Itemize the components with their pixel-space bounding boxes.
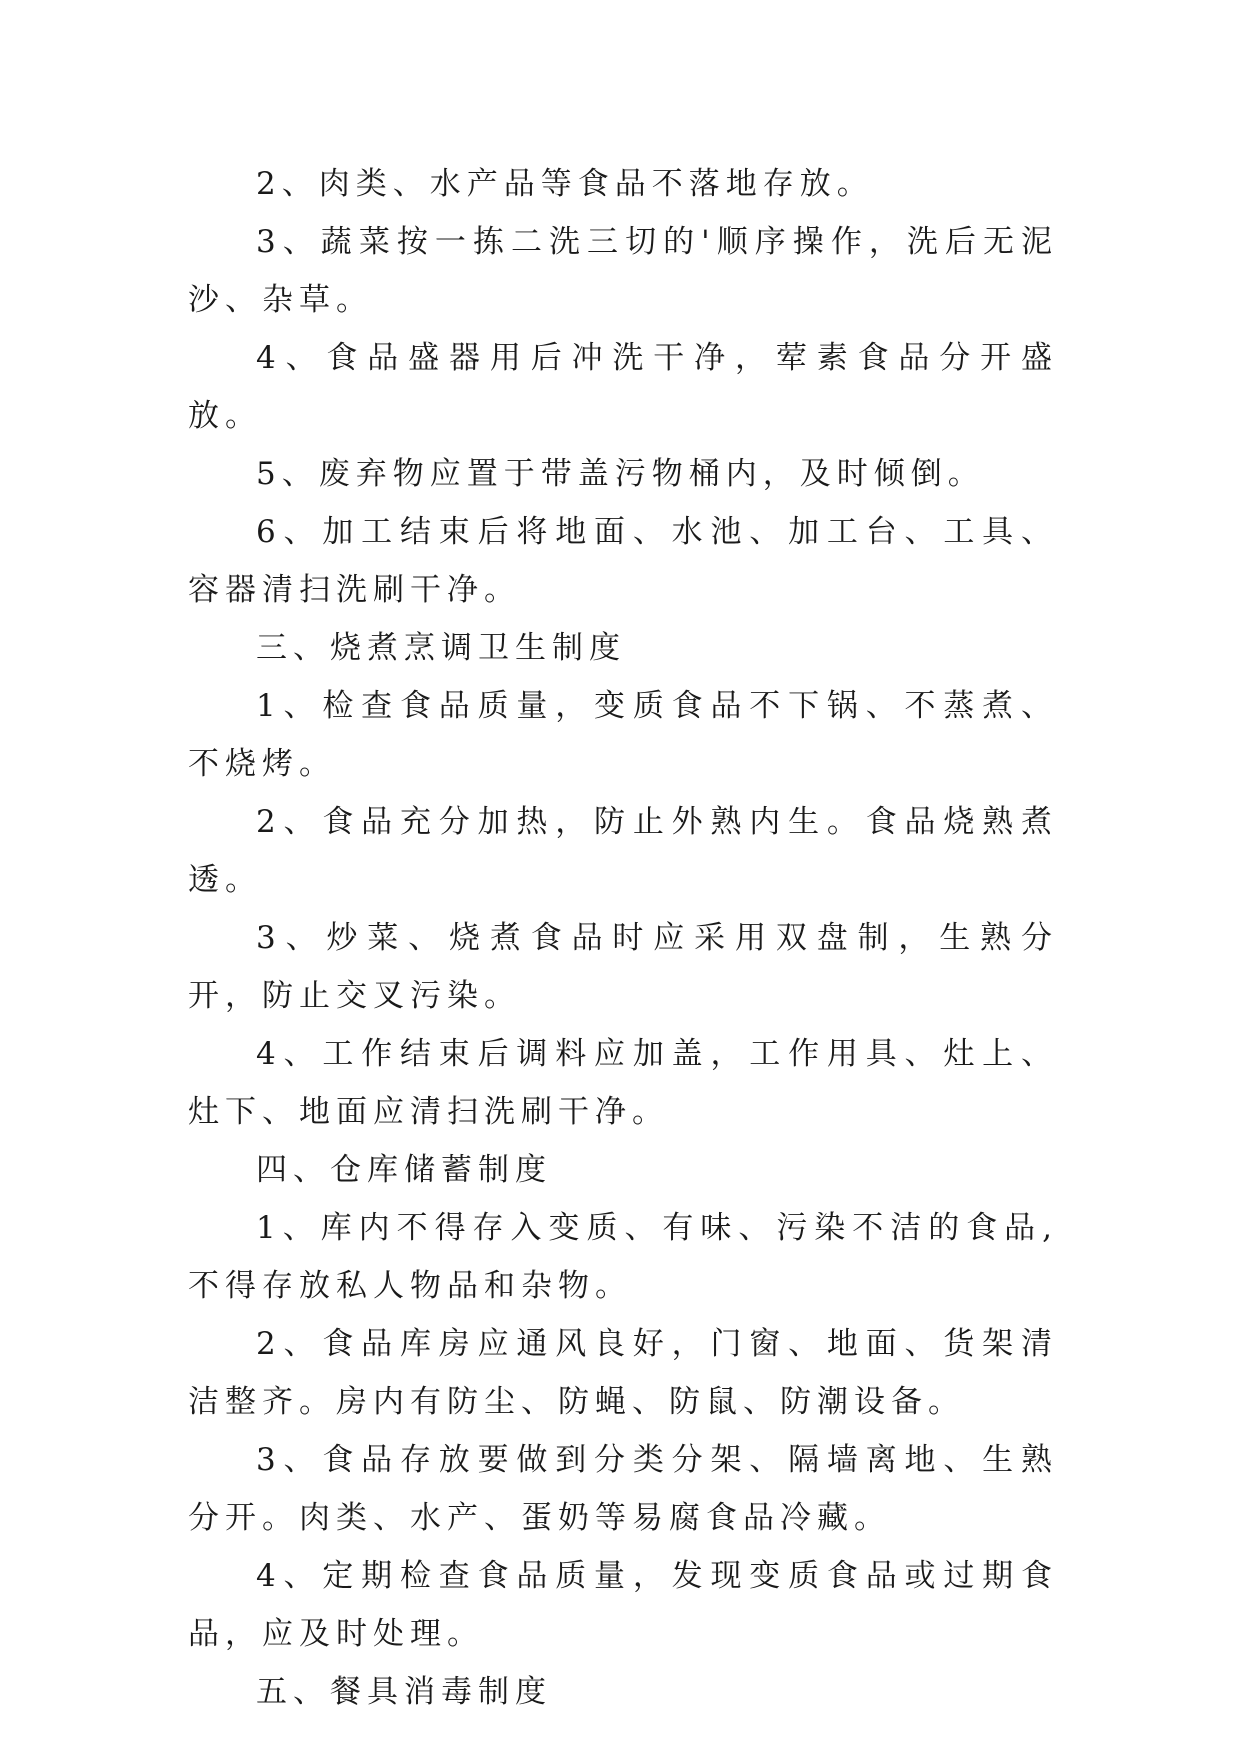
paragraph: 4、工作结束后调料应加盖，工作用具、灶上、灶下、地面应清扫洗刷干净。 — [188, 1036, 1058, 1130]
paragraph: 2、食品充分加热，防止外熟内生。食品烧熟煮透。 — [188, 804, 1058, 898]
paragraph: 5、废弃物应置于带盖污物桶内，及时倾倒。 — [256, 456, 985, 492]
paragraph: 4、定期检查食品质量，发现变质食品或过期食品，应及时处理。 — [188, 1558, 1058, 1652]
paragraph: 1、库内不得存入变质、有味、污染不洁的食品,不得存放私人物品和杂物。 — [188, 1210, 1058, 1304]
paragraph: 3、蔬菜按一拣二洗三切的'顺序操作，洗后无泥沙、杂草。 — [188, 224, 1058, 318]
paragraph: 1、检查食品质量，变质食品不下锅、不蒸煮、不烧烤。 — [188, 688, 1058, 782]
paragraph: 2、食品库房应通风良好，门窗、地面、货架清洁整齐。房内有防尘、防蝇、防鼠、防潮设备。 — [188, 1326, 1058, 1420]
section-heading: 四、仓库储蓄制度 — [256, 1152, 552, 1188]
paragraph: 4、食品盛器用后冲洗干净，荤素食品分开盛放。 — [188, 340, 1058, 434]
paragraph: 3、食品存放要做到分类分架、隔墙离地、生熟分开。肉类、水产、蛋奶等易腐食品冷藏。 — [188, 1442, 1058, 1536]
paragraph: 3、炒菜、烧煮食品时应采用双盘制，生熟分开，防止交叉污染。 — [188, 920, 1058, 1014]
section-heading: 五、餐具消毒制度 — [256, 1674, 552, 1710]
paragraph: 6、加工结束后将地面、水池、加工台、工具、容器清扫洗刷干净。 — [188, 514, 1058, 608]
section-heading: 三、烧煮烹调卫生制度 — [256, 630, 626, 666]
paragraph: 2、肉类、水产品等食品不落地存放。 — [256, 166, 874, 202]
document-body — [188, 155, 1058, 1721]
